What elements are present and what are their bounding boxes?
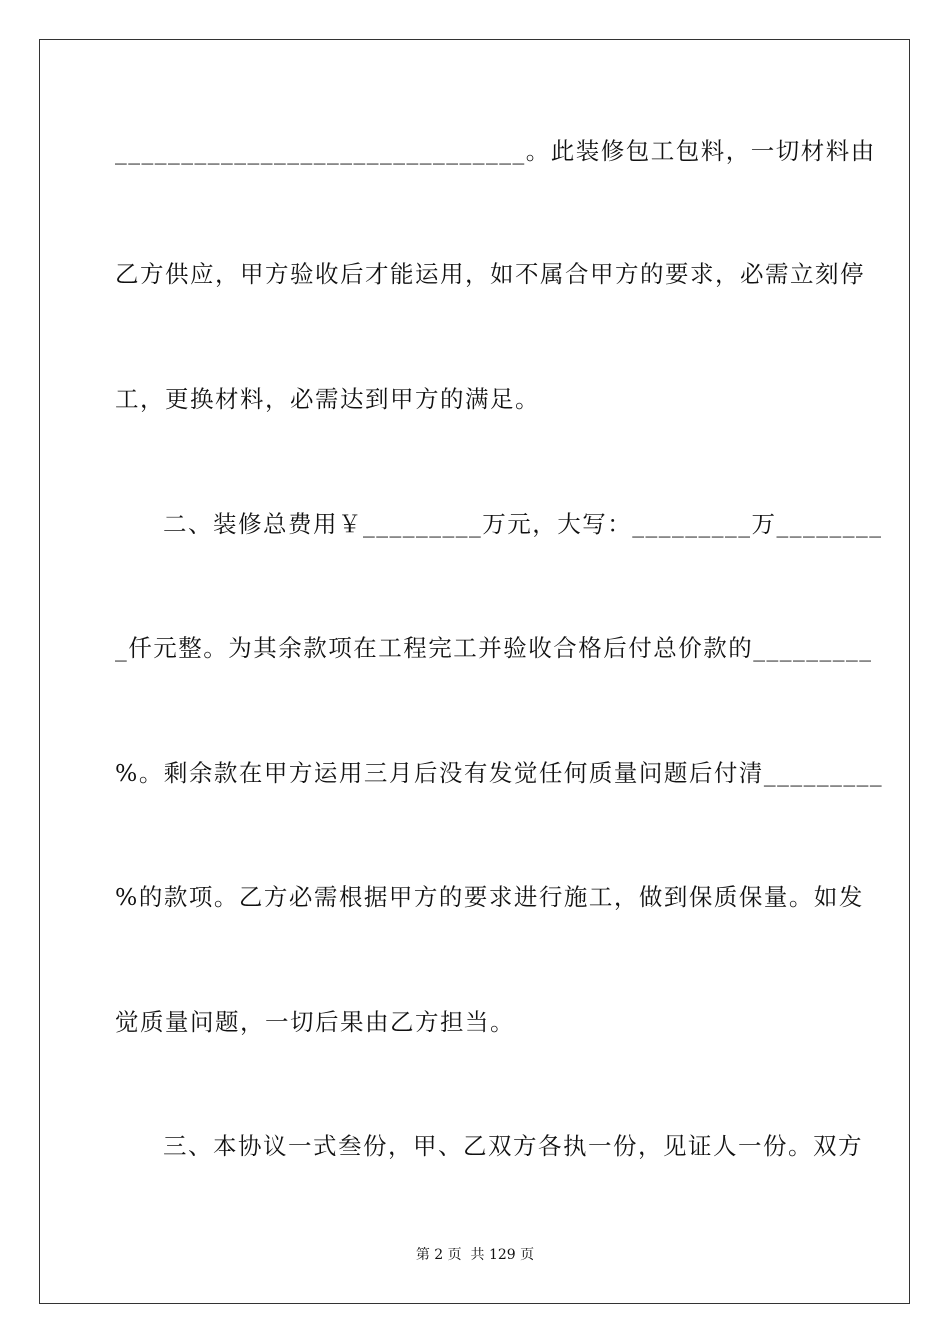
- page-border: [39, 39, 910, 1304]
- paragraph-line: %。剩余款在甲方运用三月后没有发觉任何质量问题后付清_________: [115, 759, 884, 787]
- page-footer: 第 2 页 共 129 页: [415, 1247, 535, 1263]
- paragraph-line: 工，更换材料，必需达到甲方的满足。: [115, 385, 540, 413]
- paragraph-line: %的款项。乙方必需根据甲方的要求进行施工，做到保质保量。如发: [115, 883, 864, 911]
- paragraph-line: 觉质量问题，一切后果由乙方担当。: [115, 1008, 515, 1036]
- paragraph-line: _______________________________。此装修包工包料，一切材料由: [115, 137, 876, 165]
- paragraph-line: 二、装修总费用￥_________万元，大写：_________万________: [163, 510, 883, 538]
- paragraph-line: 三、本协议一式叁份，甲、乙双方各执一份，见证人一份。双方: [163, 1132, 863, 1160]
- paragraph-line: 乙方供应，甲方验收后才能运用，如不属合甲方的要求，必需立刻停: [115, 260, 865, 288]
- paragraph-line: _仟元整。为其余款项在工程完工并验收合格后付总价款的_________: [115, 634, 873, 662]
